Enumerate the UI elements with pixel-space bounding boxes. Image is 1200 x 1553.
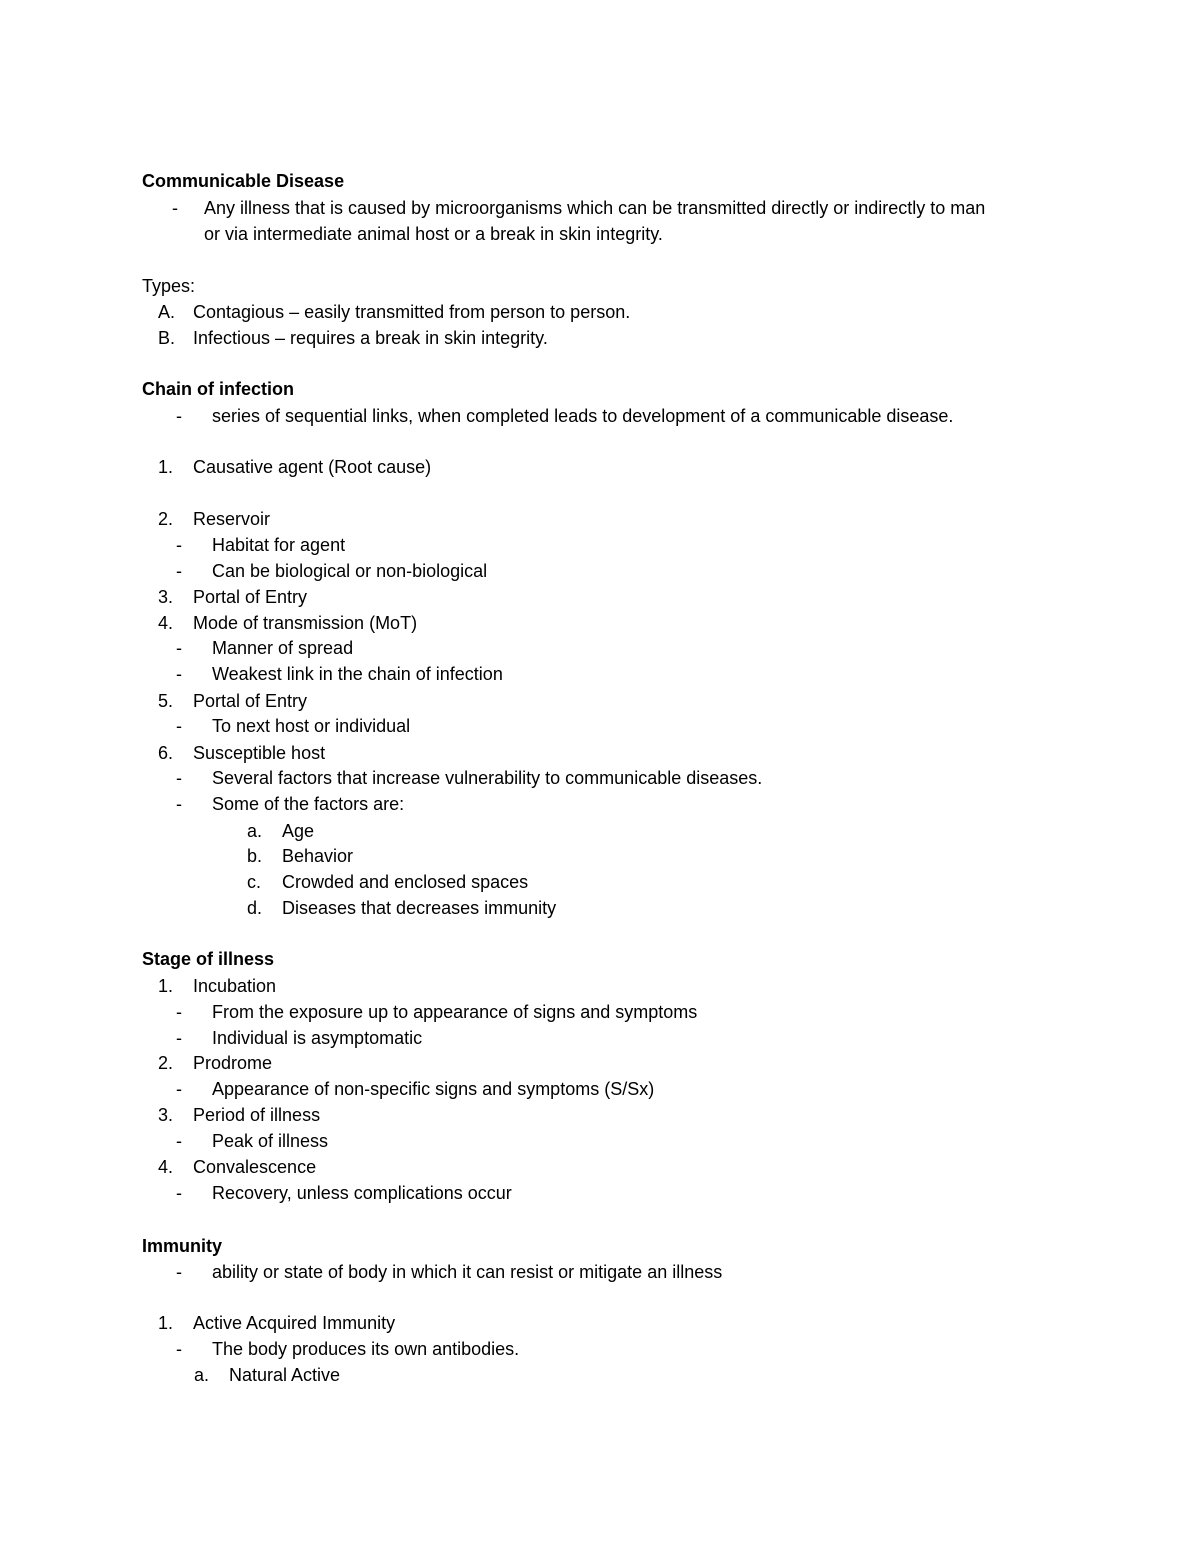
line-text: The body produces its own antibodies.	[212, 1339, 520, 1359]
list-marker: -	[176, 1262, 182, 1282]
heading-text: Communicable Disease	[142, 171, 345, 191]
list-marker: 2.	[158, 1053, 174, 1073]
list-item	[0, 1001, 1200, 1023]
line-text: Prodrome	[193, 1053, 273, 1073]
list-marker: a.	[247, 821, 263, 841]
list-item	[0, 1364, 1200, 1386]
line-text: Infectious – requires a break in skin integrity.	[193, 328, 548, 348]
list-marker: A.	[158, 302, 176, 322]
list-item	[0, 1052, 1200, 1074]
section-heading	[0, 170, 1200, 192]
list-item	[0, 793, 1200, 815]
list-item	[0, 767, 1200, 789]
list-marker: 6.	[158, 743, 174, 763]
list-marker: -	[176, 638, 182, 658]
list-item	[0, 820, 1200, 842]
section-heading	[0, 948, 1200, 970]
list-item	[0, 1130, 1200, 1152]
heading-text: Immunity	[142, 1236, 223, 1256]
list-marker: a.	[194, 1365, 210, 1385]
line-text: Can be biological or non-biological	[212, 561, 488, 581]
list-marker: 1.	[158, 976, 174, 996]
line-text: or via intermediate animal host or a break in skin integrity.	[204, 224, 663, 244]
list-item	[0, 845, 1200, 867]
list-item	[0, 715, 1200, 737]
line-text: Recovery, unless complications occur	[212, 1183, 512, 1203]
section-heading	[0, 1235, 1200, 1257]
list-marker: -	[176, 768, 182, 788]
list-marker: -	[172, 198, 178, 218]
list-item	[0, 897, 1200, 919]
list-marker: -	[176, 535, 182, 555]
heading-text: Chain of infection	[142, 379, 294, 399]
line-text: Reservoir	[193, 509, 271, 529]
text-line	[0, 223, 1200, 245]
list-marker: -	[176, 716, 182, 736]
list-item	[0, 690, 1200, 712]
text-line	[0, 275, 1200, 297]
line-text: To next host or individual	[212, 716, 411, 736]
list-marker: -	[176, 1028, 182, 1048]
list-item	[0, 742, 1200, 764]
list-item	[0, 1078, 1200, 1100]
line-text: Incubation	[193, 976, 277, 996]
list-item	[0, 301, 1200, 323]
list-marker: -	[176, 1079, 182, 1099]
list-item	[0, 637, 1200, 659]
list-marker: -	[176, 1131, 182, 1151]
line-text: Convalescence	[193, 1157, 317, 1177]
line-text: Causative agent (Root cause)	[193, 457, 432, 477]
line-text: Age	[282, 821, 315, 841]
list-marker: c.	[247, 872, 262, 892]
line-text: series of sequential links, when completed leads to development of a communicable disease.	[212, 406, 954, 426]
list-item	[0, 327, 1200, 349]
list-item	[0, 1261, 1200, 1283]
line-text: Period of illness	[193, 1105, 321, 1125]
list-item	[0, 197, 1200, 219]
line-text: ability or state of body in which it can resist or mitigate an illness	[212, 1262, 723, 1282]
list-item	[0, 663, 1200, 685]
list-marker: -	[176, 1002, 182, 1022]
line-text: Manner of spread	[212, 638, 354, 658]
line-text: Some of the factors are:	[212, 794, 405, 814]
list-marker: 1.	[158, 457, 174, 477]
line-text: From the exposure up to appearance of signs and symptoms	[212, 1002, 698, 1022]
list-marker: d.	[247, 898, 263, 918]
list-marker: 1.	[158, 1313, 174, 1333]
line-text: Mode of transmission (MoT)	[193, 613, 418, 633]
line-text: Individual is asymptomatic	[212, 1028, 423, 1048]
line-text: Contagious – easily transmitted from person to person.	[193, 302, 631, 322]
list-marker: -	[176, 1183, 182, 1203]
line-text: Appearance of non-specific signs and symptoms (S/Sx)	[212, 1079, 655, 1099]
line-text: Active Acquired Immunity	[193, 1313, 396, 1333]
line-text: Types:	[142, 276, 196, 296]
list-marker: -	[176, 561, 182, 581]
list-marker: -	[176, 664, 182, 684]
list-marker: B.	[158, 328, 176, 348]
line-text: Behavior	[282, 846, 354, 866]
line-text: Diseases that decreases immunity	[282, 898, 557, 918]
list-item	[0, 560, 1200, 582]
list-item	[0, 871, 1200, 893]
line-text: Weakest link in the chain of infection	[212, 664, 503, 684]
line-text: Crowded and enclosed spaces	[282, 872, 529, 892]
line-text: Portal of Entry	[193, 587, 308, 607]
list-item	[0, 1156, 1200, 1178]
line-text: Several factors that increase vulnerability to communicable diseases.	[212, 768, 763, 788]
line-text: Portal of Entry	[193, 691, 308, 711]
line-text: Peak of illness	[212, 1131, 329, 1151]
list-marker: 5.	[158, 691, 174, 711]
list-marker: -	[176, 1339, 182, 1359]
line-text: Susceptible host	[193, 743, 326, 763]
list-marker: 3.	[158, 1105, 174, 1125]
list-item	[0, 975, 1200, 997]
list-item	[0, 1027, 1200, 1049]
list-item	[0, 586, 1200, 608]
list-marker: -	[176, 406, 182, 426]
section-heading	[0, 378, 1200, 400]
list-item	[0, 508, 1200, 530]
list-item	[0, 534, 1200, 556]
line-text: Habitat for agent	[212, 535, 346, 555]
list-item	[0, 1182, 1200, 1204]
list-marker: b.	[247, 846, 263, 866]
heading-text: Stage of illness	[142, 949, 275, 969]
list-marker: -	[176, 794, 182, 814]
list-marker: 4.	[158, 613, 174, 633]
list-item	[0, 405, 1200, 427]
line-text: Natural Active	[229, 1365, 341, 1385]
list-item	[0, 1338, 1200, 1360]
list-item	[0, 456, 1200, 478]
list-marker: 3.	[158, 587, 174, 607]
list-marker: 4.	[158, 1157, 174, 1177]
line-text: Any illness that is caused by microorganisms which can be transmitted directly or indirectly to man	[204, 198, 986, 218]
list-marker: 2.	[158, 509, 174, 529]
list-item	[0, 1104, 1200, 1126]
list-item	[0, 612, 1200, 634]
list-item	[0, 1312, 1200, 1334]
